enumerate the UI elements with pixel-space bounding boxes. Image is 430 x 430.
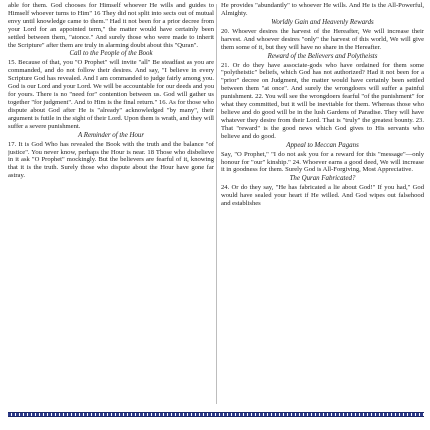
section-heading: Call to the People of the Book (69, 50, 153, 58)
column-divider (216, 4, 217, 404)
paragraph: 20. Whoever desires the harvest of the Hereafter, We will increase their harvest. And whoever desires "only" the harvest of this world, We will give them some of it, but they will have no share in the Hereafter. (221, 27, 424, 51)
paragraph: 24. Or do they say, "He has fabricated a lie about God!" If you had," God would have sealed your heart if He willed. And God wipes out falsehood and establishes (221, 184, 424, 208)
paragraph: He provides "abundantly" to whoever He wills. And He is the All-Powerful, Almighty. (221, 2, 424, 17)
decorative-footer-rule (8, 412, 424, 417)
page-footer (0, 411, 430, 430)
paragraph: able for them. God chooses for Himself whoever He wills and guides to Himself whoever turns to Him" 16 They did not split into sects out of mutual envy until knowledge came to them." Had it not been for a prior decree from your Lord for an appointed term," the matter would have certainly been settled between them, "atonce." And surely those who were made to inherit the Scripture" after them are truly in alarming doubt about this "Quran". (8, 2, 214, 49)
right-column (221, 2, 424, 406)
section-heading: Appeal to Meccan Pagans (286, 141, 359, 149)
paragraph: 21. Or do they have associate-gods who have ordained for them some "polytheistic" beliefs, which God has not authorized? Had it not been for a "prior" decree on Judgment, the matter would have certainly been settled between them "at once". And surely the wrongdoers will suffer a painful punishment. 22. You will see the wrongdoers fearful "of the punishment" for what they committed, but it will be inevitable for them. Whereas those who believe and do good will be in the lush Gardens of Paradise. They will have whatever they desire from their Lord. That is "truly" the greatest bounty. 23. That "reward" is the good news which God gives to His servants who believe and do good. (221, 61, 424, 140)
paragraph: 15. Because of that, you "O Prophet" will invite "all" Be steadfast as you are commanded, and do not follow their desires. And say, "I believe in every Scripture God has revealed. And I am commanded to judge fairly among you. God is our Lord and your Lord. We will be accountable for our deeds and you for yours. There is no "need for" contention between us. God will gather us together "for judgment". And to Him is the final return." 16. As for those who dispute about God after He is "already" acknowledged "by many", their argument is futile in the sight of their Lord. Upon them is wrath, and they will suffer a severe punishment. (8, 59, 214, 130)
paragraph: 17. It is God Who has revealed the Book with the truth and the balance "of justice". You never know, perhaps the Hour is near. 18 Those who disbelieve in it ask "O Prophet" mockingly. But the believers are fearful of it, knowing that it is the truth. Surely those who dispute about the Hour have gone far astray. (8, 140, 214, 180)
section-heading: Worldly Gain and Heavenly Rewards (271, 18, 374, 26)
left-column (8, 2, 214, 406)
section-heading: The Quran Fabricated? (289, 175, 356, 183)
section-heading: A Reminder of the Hour (77, 131, 145, 139)
section-heading: Reward of the Believers and Polytheists (267, 52, 378, 60)
paragraph: Say, "O Prophet," "I do not ask you for a reward for this "message"—only honour for "our" kinship." 24. Whoever earns a good deed, We will increase it in goodness for them. Surely God is All-Forgiving, Most Appreciative. (221, 150, 424, 174)
